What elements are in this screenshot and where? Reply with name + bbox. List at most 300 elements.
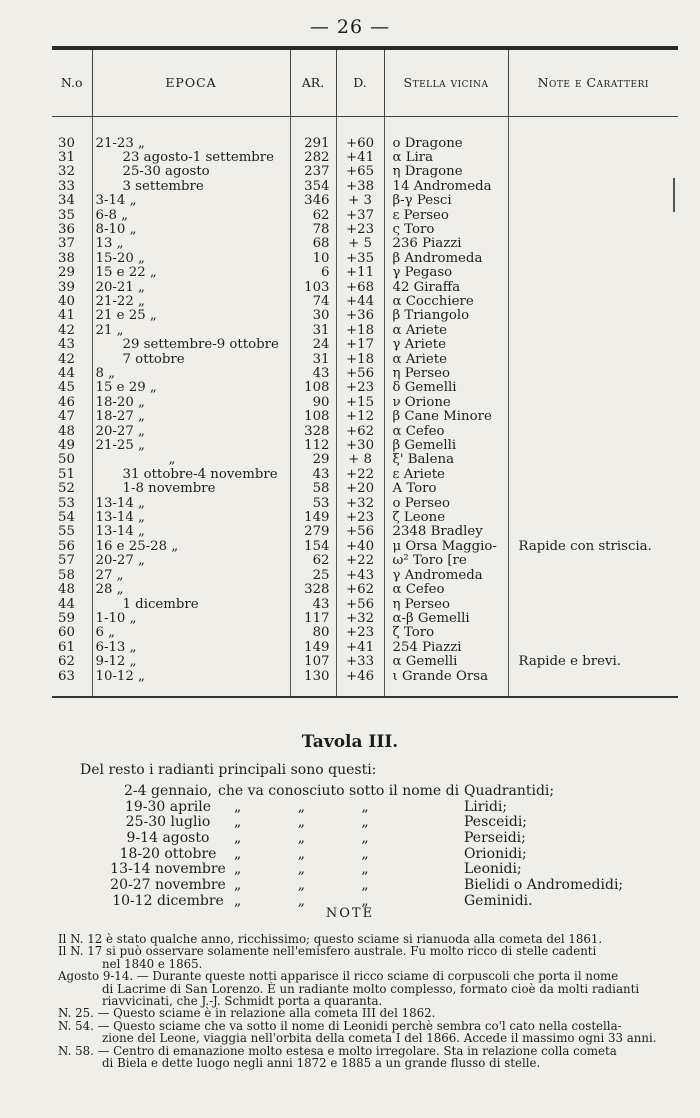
cell-epoca: 21-23 „ — [92, 137, 290, 151]
radiante-date: 13-14 novembre — [110, 861, 226, 878]
cell-d: +40 — [336, 540, 384, 554]
cell-stella: β-γ Pesci — [384, 194, 508, 208]
cell-ar: 108 — [290, 381, 336, 395]
table-row — [52, 137, 678, 151]
cell-n: 53 — [52, 497, 92, 511]
cell-epoca: 13-14 „ — [92, 525, 290, 539]
cell-n: 34 — [52, 194, 92, 208]
radiante-ditto: „ „ „ — [234, 877, 369, 894]
cell-d: +56 — [336, 367, 384, 381]
note-item — [58, 945, 684, 970]
cell-note — [508, 439, 678, 453]
cell-ar: 149 — [290, 641, 336, 655]
table-row — [52, 367, 678, 381]
cell-epoca: 13-14 „ — [92, 497, 290, 511]
cell-d: +23 — [336, 381, 384, 395]
cell-epoca: 29 settembre-9 ottobre — [92, 338, 290, 352]
tavola-intro: Del resto i radianti principali sono questi: — [80, 762, 377, 778]
radiante-ditto: „ „ „ — [234, 830, 369, 847]
cell-d: +33 — [336, 655, 384, 669]
cell-n: 42 — [52, 353, 92, 367]
cell-d: +23 — [336, 511, 384, 525]
cell-epoca: 16 e 25-28 „ — [92, 540, 290, 554]
cell-d: +36 — [336, 309, 384, 323]
cell-epoca: 21-25 „ — [92, 439, 290, 453]
cell-note — [508, 511, 678, 525]
cell-epoca: 18-27 „ — [92, 410, 290, 424]
cell-stella: δ Gemelli — [384, 381, 508, 395]
cell-epoca: 6 „ — [92, 626, 290, 640]
cell-stella: γ Pegaso — [384, 266, 508, 280]
cell-note — [508, 396, 678, 410]
table-row — [52, 511, 678, 525]
cell-d: +35 — [336, 252, 384, 266]
cell-n: 59 — [52, 612, 92, 626]
cell-n: 35 — [52, 209, 92, 223]
cell-ar: 354 — [290, 180, 336, 194]
cell-stella: η Perseo — [384, 367, 508, 381]
note-continuation: di Lacrime di San Lorenzo. È un radiante molto complesso, formato cioè da molti radianti riavvicinati, che J.-J. Schmidt porta a quaranta. — [102, 981, 640, 1009]
cell-stella: ζ Leone — [384, 511, 508, 525]
cell-d: +56 — [336, 598, 384, 612]
cell-epoca: 8-10 „ — [92, 223, 290, 237]
cell-ar: 346 — [290, 194, 336, 208]
cell-epoca: 15-20 „ — [92, 252, 290, 266]
cell-ar: 108 — [290, 410, 336, 424]
radiante-row — [106, 831, 686, 847]
radiante-row — [106, 862, 686, 878]
radiante-name: Bielidi o Andromedidi; — [464, 877, 624, 894]
cell-n: 62 — [52, 655, 92, 669]
cell-stella: μ Orsa Maggio- — [384, 540, 508, 554]
cell-ar: 62 — [290, 209, 336, 223]
radiante-date: 9-14 agosto — [126, 830, 210, 847]
cell-note: Rapide e brevi. — [518, 655, 621, 670]
cell-epoca: 23 agosto-1 settembre — [92, 151, 290, 165]
table-row — [52, 626, 678, 640]
cell-stella: α Cocchiere — [384, 295, 508, 309]
cell-d: +65 — [336, 165, 384, 179]
page-number: — 26 — — [309, 16, 391, 38]
table-row — [52, 381, 678, 395]
table-row — [52, 295, 678, 309]
radiante-row — [106, 847, 686, 863]
note-lead: Agosto 9-14. — Durante queste notti apparisce il ricco sciame di corpuscoli che porta il nome — [58, 969, 619, 984]
table-row — [52, 223, 678, 237]
cell-ar: 117 — [290, 612, 336, 626]
cell-epoca: 20-21 „ — [92, 281, 290, 295]
cell-d: +60 — [336, 137, 384, 151]
cell-epoca: 3 settembre — [92, 180, 290, 194]
cell-n: 63 — [52, 670, 92, 684]
table-row — [52, 641, 678, 655]
cell-ar: 154 — [290, 540, 336, 554]
cell-note — [508, 309, 678, 323]
cell-stella: α Cefeo — [384, 425, 508, 439]
cell-n: 39 — [52, 281, 92, 295]
cell-n: 46 — [52, 396, 92, 410]
cell-n: 32 — [52, 165, 92, 179]
table-row — [52, 554, 678, 568]
cell-ar: 58 — [290, 482, 336, 496]
cell-n: 51 — [52, 468, 92, 482]
header-d: D. — [336, 48, 384, 116]
cell-note — [508, 525, 678, 539]
table-row — [52, 266, 678, 280]
cell-ar: 24 — [290, 338, 336, 352]
table-row — [52, 439, 678, 453]
cell-n: 47 — [52, 410, 92, 424]
cell-epoca: 7 ottobre — [92, 353, 290, 367]
note-lead: N. 25. — Questo sciame è in relazione alla cometa III del 1862. — [58, 1006, 436, 1021]
cell-n: 44 — [52, 598, 92, 612]
cell-d: +43 — [336, 569, 384, 583]
cell-d: +62 — [336, 425, 384, 439]
table-row — [52, 453, 678, 467]
table-row — [52, 309, 678, 323]
cell-epoca: 8 „ — [92, 367, 290, 381]
cell-n: 50 — [52, 453, 92, 467]
cell-stella: 42 Giraffa — [384, 281, 508, 295]
header-epoca: EPOCA — [92, 48, 290, 116]
cell-stella: ς Toro — [384, 223, 508, 237]
cell-epoca: 31 ottobre-4 novembre — [92, 468, 290, 482]
cell-stella: A Toro — [384, 482, 508, 496]
cell-stella: o Perseo — [384, 497, 508, 511]
radiante-ditto: „ „ „ — [234, 845, 369, 862]
cell-stella: β Andromeda — [384, 252, 508, 266]
cell-epoca: 20-27 „ — [92, 425, 290, 439]
table-row — [52, 598, 678, 612]
note-continuation: nel 1840 e 1865. — [102, 956, 203, 971]
table-row — [52, 497, 678, 511]
cell-note — [508, 180, 678, 194]
table-row — [52, 410, 678, 424]
cell-d: +22 — [336, 468, 384, 482]
cell-d: +62 — [336, 583, 384, 597]
cell-stella: 236 Piazzi — [384, 237, 508, 251]
radiante-name: Liridi; — [464, 798, 508, 815]
cell-stella: o Dragone — [384, 137, 508, 151]
table-row — [52, 425, 678, 439]
cell-ar: 282 — [290, 151, 336, 165]
cell-ar: 291 — [290, 137, 336, 151]
radiante-date: 10-12 dicembre — [112, 892, 224, 909]
cell-epoca: 1 dicembre — [92, 598, 290, 612]
cell-n: 40 — [52, 295, 92, 309]
radiante-row — [106, 815, 686, 831]
cell-epoca: 10-12 „ — [92, 670, 290, 684]
cell-note — [508, 425, 678, 439]
cell-d: +20 — [336, 482, 384, 496]
cell-ar: 6 — [290, 266, 336, 280]
cell-note — [508, 468, 678, 482]
cell-d: +17 — [336, 338, 384, 352]
note-lead: N. 54. — Questo sciame che va sotto il nome di Leonidi perchè sembra co'l cato nella costella- — [58, 1018, 622, 1033]
cell-note — [508, 353, 678, 367]
cell-note — [508, 497, 678, 511]
cell-note — [508, 569, 678, 583]
cell-epoca: 6-8 „ — [92, 209, 290, 223]
cell-epoca: 20-27 „ — [92, 554, 290, 568]
table-row — [52, 237, 678, 251]
cell-stella: 14 Andromeda — [384, 180, 508, 194]
cell-stella: β Triangolo — [384, 309, 508, 323]
table-row — [52, 670, 678, 684]
cell-stella: α-β Gemelli — [384, 612, 508, 626]
cell-note — [508, 137, 678, 151]
cell-stella: α Ariete — [384, 353, 508, 367]
table-row — [52, 252, 678, 266]
radiante-name: Pesceidi; — [464, 814, 528, 831]
cell-n: 58 — [52, 569, 92, 583]
radiante-ditto: „ „ „ — [234, 892, 369, 909]
cell-stella: ε Ariete — [384, 468, 508, 482]
cell-note — [508, 453, 678, 467]
cell-ar: 90 — [290, 396, 336, 410]
table-row — [52, 540, 678, 554]
cell-n: 56 — [52, 540, 92, 554]
table-row — [52, 569, 678, 583]
cell-epoca: 9-12 „ — [92, 655, 290, 669]
meteor-table — [52, 46, 678, 698]
cell-n: 41 — [52, 309, 92, 323]
cell-note — [508, 338, 678, 352]
cell-note — [508, 165, 678, 179]
note-lead: N. 58. — Centro di emanazione molto estesa e molto irregolare. Sta in relazione colla cometa — [58, 1043, 617, 1058]
cell-stella: β Cane Minore — [384, 410, 508, 424]
cell-epoca: 3-14 „ — [92, 194, 290, 208]
cell-ar: 25 — [290, 569, 336, 583]
cell-n: 49 — [52, 439, 92, 453]
cell-note — [508, 554, 678, 568]
cell-n: 55 — [52, 525, 92, 539]
cell-d: +68 — [336, 281, 384, 295]
note-item — [58, 970, 684, 1007]
radiante-row — [106, 800, 686, 816]
cell-n: 37 — [52, 237, 92, 251]
cell-d: +32 — [336, 497, 384, 511]
note-continuation: zione del Leone, viaggia nell'orbita della cometa I del 1866. Accede il massimo ogni 33 anni. — [102, 1031, 657, 1046]
radiante-date: 20-27 novembre — [110, 877, 226, 894]
cell-epoca: 21 e 25 „ — [92, 309, 290, 323]
cell-d: + 5 — [336, 237, 384, 251]
cell-n: 42 — [52, 324, 92, 338]
cell-epoca: 18-20 „ — [92, 396, 290, 410]
note-continuation: di Biela e dette luogo negli anni 1872 e 1885 a un grande flusso di stelle. — [102, 1056, 541, 1071]
header-stella: Stella vicina — [384, 48, 508, 116]
cell-d: +44 — [336, 295, 384, 309]
table-row — [52, 583, 678, 597]
note-lead: Il N. 12 è stato qualche anno, ricchissimo; questo sciame si rianuoda alla cometa del 1861. — [58, 932, 603, 946]
table-row — [52, 396, 678, 410]
cell-epoca: „ — [92, 453, 290, 467]
cell-n: 30 — [52, 137, 92, 151]
cell-stella: γ Andromeda — [384, 569, 508, 583]
cell-note — [508, 324, 678, 338]
table-row — [52, 324, 678, 338]
cell-d: +11 — [336, 266, 384, 280]
cell-note — [508, 410, 678, 424]
cell-ar: 68 — [290, 237, 336, 251]
table-row — [52, 165, 678, 179]
cell-d: +15 — [336, 396, 384, 410]
cell-epoca: 27 „ — [92, 569, 290, 583]
cell-stella: α Ariete — [384, 324, 508, 338]
cell-epoca: 15 e 29 „ — [92, 381, 290, 395]
cell-n: 61 — [52, 641, 92, 655]
cell-note — [508, 612, 678, 626]
header-note: Note e Caratteri — [508, 48, 678, 116]
cell-stella: α Cefeo — [384, 583, 508, 597]
table-row — [52, 281, 678, 295]
cell-note — [508, 670, 678, 684]
cell-d: +38 — [336, 180, 384, 194]
cell-stella: α Lira — [384, 151, 508, 165]
note-lead: Il N. 17 si può osservare solamente nell'emisfero australe. Fu molto ricco di stelle cadenti — [58, 944, 597, 959]
note-item — [58, 1045, 684, 1070]
cell-n: 31 — [52, 151, 92, 165]
radiante-name: Geminidi. — [464, 892, 533, 909]
radiante-date: 25-30 luglio — [125, 814, 211, 831]
cell-epoca: 21 „ — [92, 324, 290, 338]
radiante-ditto: „ „ „ — [234, 861, 369, 878]
cell-d: +22 — [336, 554, 384, 568]
cell-ar: 107 — [290, 655, 336, 669]
radiante-date: 19-30 aprile — [124, 798, 212, 815]
cell-d: +18 — [336, 324, 384, 338]
cell-ar: 103 — [290, 281, 336, 295]
cell-d: +46 — [336, 670, 384, 684]
cell-epoca: 15 e 22 „ — [92, 266, 290, 280]
cell-stella: 2348 Bradley — [384, 525, 508, 539]
cell-epoca: 1-10 „ — [92, 612, 290, 626]
cell-ar: 43 — [290, 367, 336, 381]
cell-note — [508, 237, 678, 251]
cell-epoca: 6-13 „ — [92, 641, 290, 655]
cell-d: +32 — [336, 612, 384, 626]
radiante-date: 18-20 ottobre — [119, 845, 217, 862]
cell-n: 57 — [52, 554, 92, 568]
cell-stella: ι Grande Orsa — [384, 670, 508, 684]
cell-d: +41 — [336, 151, 384, 165]
radiante-date: 2-4 gennaio, — [124, 783, 212, 799]
cell-epoca: 28 „ — [92, 583, 290, 597]
cell-stella: α Gemelli — [384, 655, 508, 669]
cell-note — [508, 626, 678, 640]
cell-note — [508, 252, 678, 266]
radiante-ditto: che va conosciuto sotto il nome di — [218, 783, 460, 799]
radiante-ditto: „ „ „ — [234, 798, 369, 815]
table-row — [52, 482, 678, 496]
cell-note — [508, 381, 678, 395]
cell-ar: 80 — [290, 626, 336, 640]
table-row — [52, 353, 678, 367]
radiante-name: Orionidi; — [464, 845, 527, 862]
header-ar: AR. — [290, 48, 336, 116]
table-row — [52, 655, 678, 669]
cell-epoca: 21-22 „ — [92, 295, 290, 309]
cell-ar: 31 — [290, 324, 336, 338]
cell-d: +30 — [336, 439, 384, 453]
cell-stella: ε Perseo — [384, 209, 508, 223]
notes-title: NOTE — [325, 906, 375, 921]
cell-ar: 29 — [290, 453, 336, 467]
cell-d: +18 — [336, 353, 384, 367]
cell-n: 38 — [52, 252, 92, 266]
cell-stella: β Gemelli — [384, 439, 508, 453]
cell-n: 36 — [52, 223, 92, 237]
cell-stella: ω² Toro [re — [384, 554, 508, 568]
header-number: N.o — [52, 48, 92, 116]
cell-d: + 8 — [336, 453, 384, 467]
cell-stella: ζ Toro — [384, 626, 508, 640]
cell-n: 33 — [52, 180, 92, 194]
cell-note — [508, 151, 678, 165]
table-row — [52, 525, 678, 539]
cell-note — [508, 281, 678, 295]
cell-note: Rapide con striscia. — [518, 539, 652, 554]
cell-ar: 43 — [290, 598, 336, 612]
cell-note — [508, 583, 678, 597]
table-row — [52, 338, 678, 352]
cell-ar: 78 — [290, 223, 336, 237]
table-row — [52, 151, 678, 165]
cell-note — [508, 482, 678, 496]
note-item — [58, 1020, 684, 1045]
cell-n: 44 — [52, 367, 92, 381]
cell-ar: 31 — [290, 353, 336, 367]
cell-d: +12 — [336, 410, 384, 424]
cell-note — [508, 209, 678, 223]
cell-epoca: 1-8 novembre — [92, 482, 290, 496]
tavola-title: Tavola III. — [301, 732, 399, 752]
radiante-row — [106, 878, 686, 894]
cell-stella: ν Orione — [384, 396, 508, 410]
cell-d: +23 — [336, 223, 384, 237]
cell-note — [508, 367, 678, 381]
margin-mark — [673, 178, 675, 212]
cell-stella: η Perseo — [384, 598, 508, 612]
cell-stella: η Dragone — [384, 165, 508, 179]
table-row — [52, 468, 678, 482]
cell-n: 48 — [52, 425, 92, 439]
cell-stella: ξ' Balena — [384, 453, 508, 467]
radiante-name: Leonidi; — [464, 861, 522, 878]
radiante-name: Perseidi; — [464, 830, 526, 847]
cell-ar: 53 — [290, 497, 336, 511]
radiante-row — [106, 784, 686, 800]
cell-ar: 10 — [290, 252, 336, 266]
cell-note — [508, 223, 678, 237]
cell-d: +41 — [336, 641, 384, 655]
radiante-name: Quadrantidi; — [464, 783, 555, 799]
cell-ar: 30 — [290, 309, 336, 323]
cell-note — [508, 295, 678, 309]
cell-n: 29 — [52, 266, 92, 280]
table-row — [52, 180, 678, 194]
cell-ar: 74 — [290, 295, 336, 309]
cell-ar: 237 — [290, 165, 336, 179]
cell-epoca: 13-14 „ — [92, 511, 290, 525]
cell-epoca: 13 „ — [92, 237, 290, 251]
cell-ar: 43 — [290, 468, 336, 482]
table-row — [52, 209, 678, 223]
cell-n: 60 — [52, 626, 92, 640]
cell-stella: γ Ariete — [384, 338, 508, 352]
cell-d: +23 — [336, 626, 384, 640]
notes-list — [58, 933, 684, 1069]
